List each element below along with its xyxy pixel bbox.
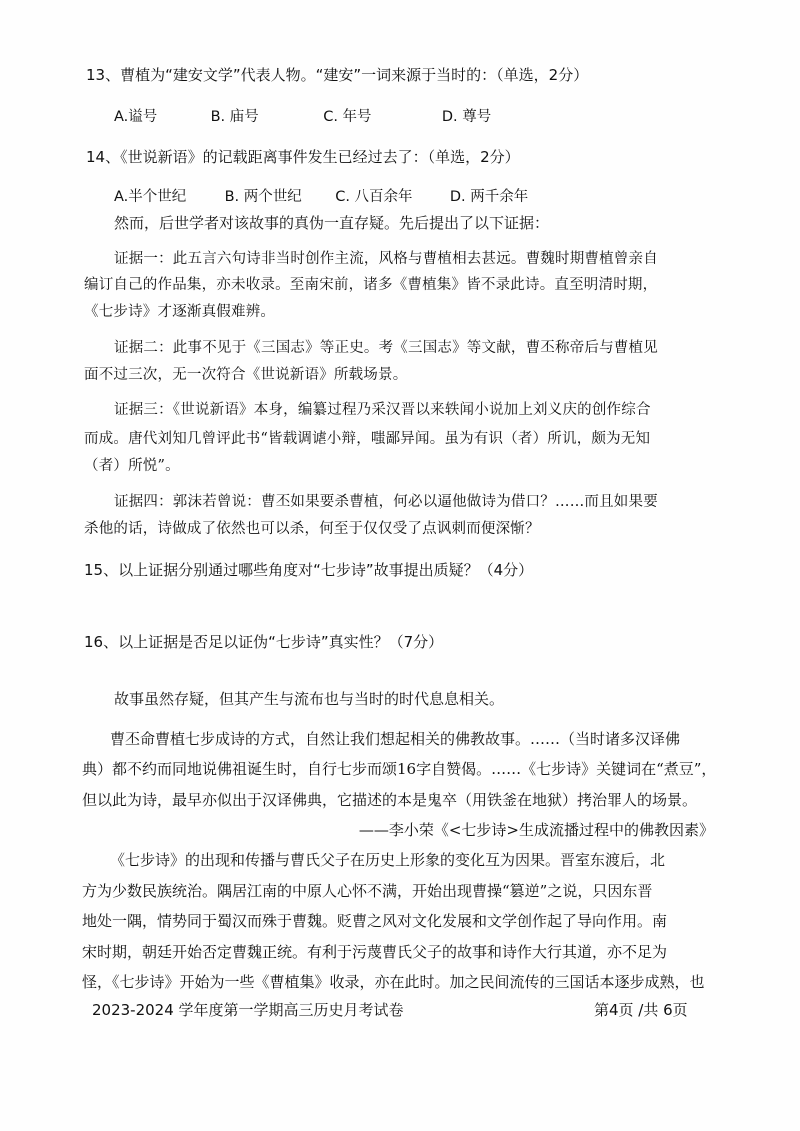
footer-page-number: 第4页 /共 6页 (594, 1001, 688, 1019)
q13-option-b: B. 庙号 (210, 109, 259, 125)
evidence-3-line-2: 而成。唐代刘知几曾评此书“皆载调谑小辩，嗤鄙异闻。虽为有识（者）所讥，颇为无知 (84, 431, 651, 447)
evidence-4-line-1: 证据四：郭沫若曾说：曹丕如果要杀曹植，何必以逼他做诗为借口？……而且如果要 (114, 494, 658, 510)
passage-paragraph-3-line-3: 地处一隅，情势同于蜀汉而殊于曹魏。贬曹之风对文化发展和文学创作起了导向作用。南 (82, 912, 668, 930)
q14-option-d: D. 两千余年 (449, 189, 529, 205)
question-15: 15、以上证据分别通过哪些角度对“七步诗”故事提出质疑？（4分） (84, 561, 534, 579)
q13-option-a: A.谥号 (114, 109, 158, 125)
question-14-options (114, 186, 528, 208)
passage-paragraph-1: 故事虽然存疑，但其产生与流布也与当时的时代息息相关。 (114, 690, 505, 708)
evidence-intro: 然而，后世学者对该故事的真伪一直存疑。先后提出了以下证据： (114, 214, 550, 232)
question-16: 16、以上证据是否足以证伪“七步诗”真实性？（7分） (84, 633, 444, 651)
q14-option-c: C. 八百余年 (335, 189, 413, 205)
footer-exam-title: 2023-2024 学年度第一学期高三历史月考试卷 (92, 1001, 404, 1019)
question-13: 13、曹植为“建安文学”代表人物。“建安”一词来源于当时的：（单选，2分） (86, 66, 589, 84)
passage-paragraph-3-line-2: 方为少数民族统治。隅居江南的中原人心怀不满，开始出现曹操“篡逆”之说，只因东晋 (82, 882, 653, 900)
evidence-1-line-2: 编订自己的作品集，亦未收录。至南宋前，诸多《曹植集》皆不录此诗。直至明清时期， (84, 277, 658, 293)
passage-paragraph-3-line-5: 怪，《七步诗》开始为一些《曹植集》收录，亦在此时。加之民间流传的三国话本逐步成熟，也 (82, 973, 705, 991)
passage-paragraph-2-line-3: 但以此为诗，最早亦似出于汉译佛典，它描述的本是鬼卒（用铁釜在地狱）拷治罪人的场景。 (82, 791, 698, 809)
question-14: 14、《世说新语》的记载距离事件发生已经过去了：（单选，2分） (86, 148, 520, 166)
passage-paragraph-2-line-1: 曹丕命曹植七步成诗的方式，自然让我们想起相关的佛教故事。……（当时诸多汉译佛 (110, 730, 681, 748)
q13-option-c: C. 年号 (323, 109, 372, 125)
evidence-3-line-1: 证据三：《世说新语》本身，编纂过程乃采汉晋以来轶闻小说加上刘义庆的创作综合 (114, 402, 651, 418)
evidence-2-line-1: 证据二：此事不见于《三国志》等正史。考《三国志》等文献，曹丕称帝后与曹植见 (114, 340, 658, 356)
evidence-1-line-1: 证据一：此五言六句诗非当时创作主流，风格与曹植相去甚远。曹魏时期曹植曾亲自 (114, 251, 658, 267)
passage-paragraph-2-line-2: 典）都不约而同地说佛祖诞生时，自行七步而颂16字自赞偈。……《七步诗》关键词在“煮豆”， (82, 760, 717, 778)
evidence-4-line-2: 杀他的话，诗做成了依然也可以杀，何至于仅仅受了点讽刺而便深惭？ (84, 521, 540, 537)
evidence-2-line-2: 面不过三次，无一次符合《世说新语》所载场景。 (84, 367, 408, 383)
evidence-1-line-3: 《七步诗》才逐渐真假难辨。 (84, 304, 276, 320)
question-13-options (114, 106, 491, 128)
q14-option-a: A.半个世纪 (114, 189, 187, 205)
passage-source-citation: ——李小荣《<七步诗>生成流播过程中的佛教因素》 (358, 821, 714, 839)
evidence-3-line-3: （者）所悦”。 (84, 458, 180, 474)
passage-paragraph-3-line-1: 《七步诗》的出现和传播与曹氏父子在历史上形象的变化互为因果。晋室东渡后，北 (110, 851, 666, 869)
q13-option-d: D. 尊号 (441, 109, 492, 125)
q14-option-b: B. 两个世纪 (224, 189, 302, 205)
passage-paragraph-3-line-4: 宋时期，朝廷开始否定曹魏正统。有利于污蔑曹氏父子的故事和诗作大行其道，亦不足为 (82, 943, 668, 961)
